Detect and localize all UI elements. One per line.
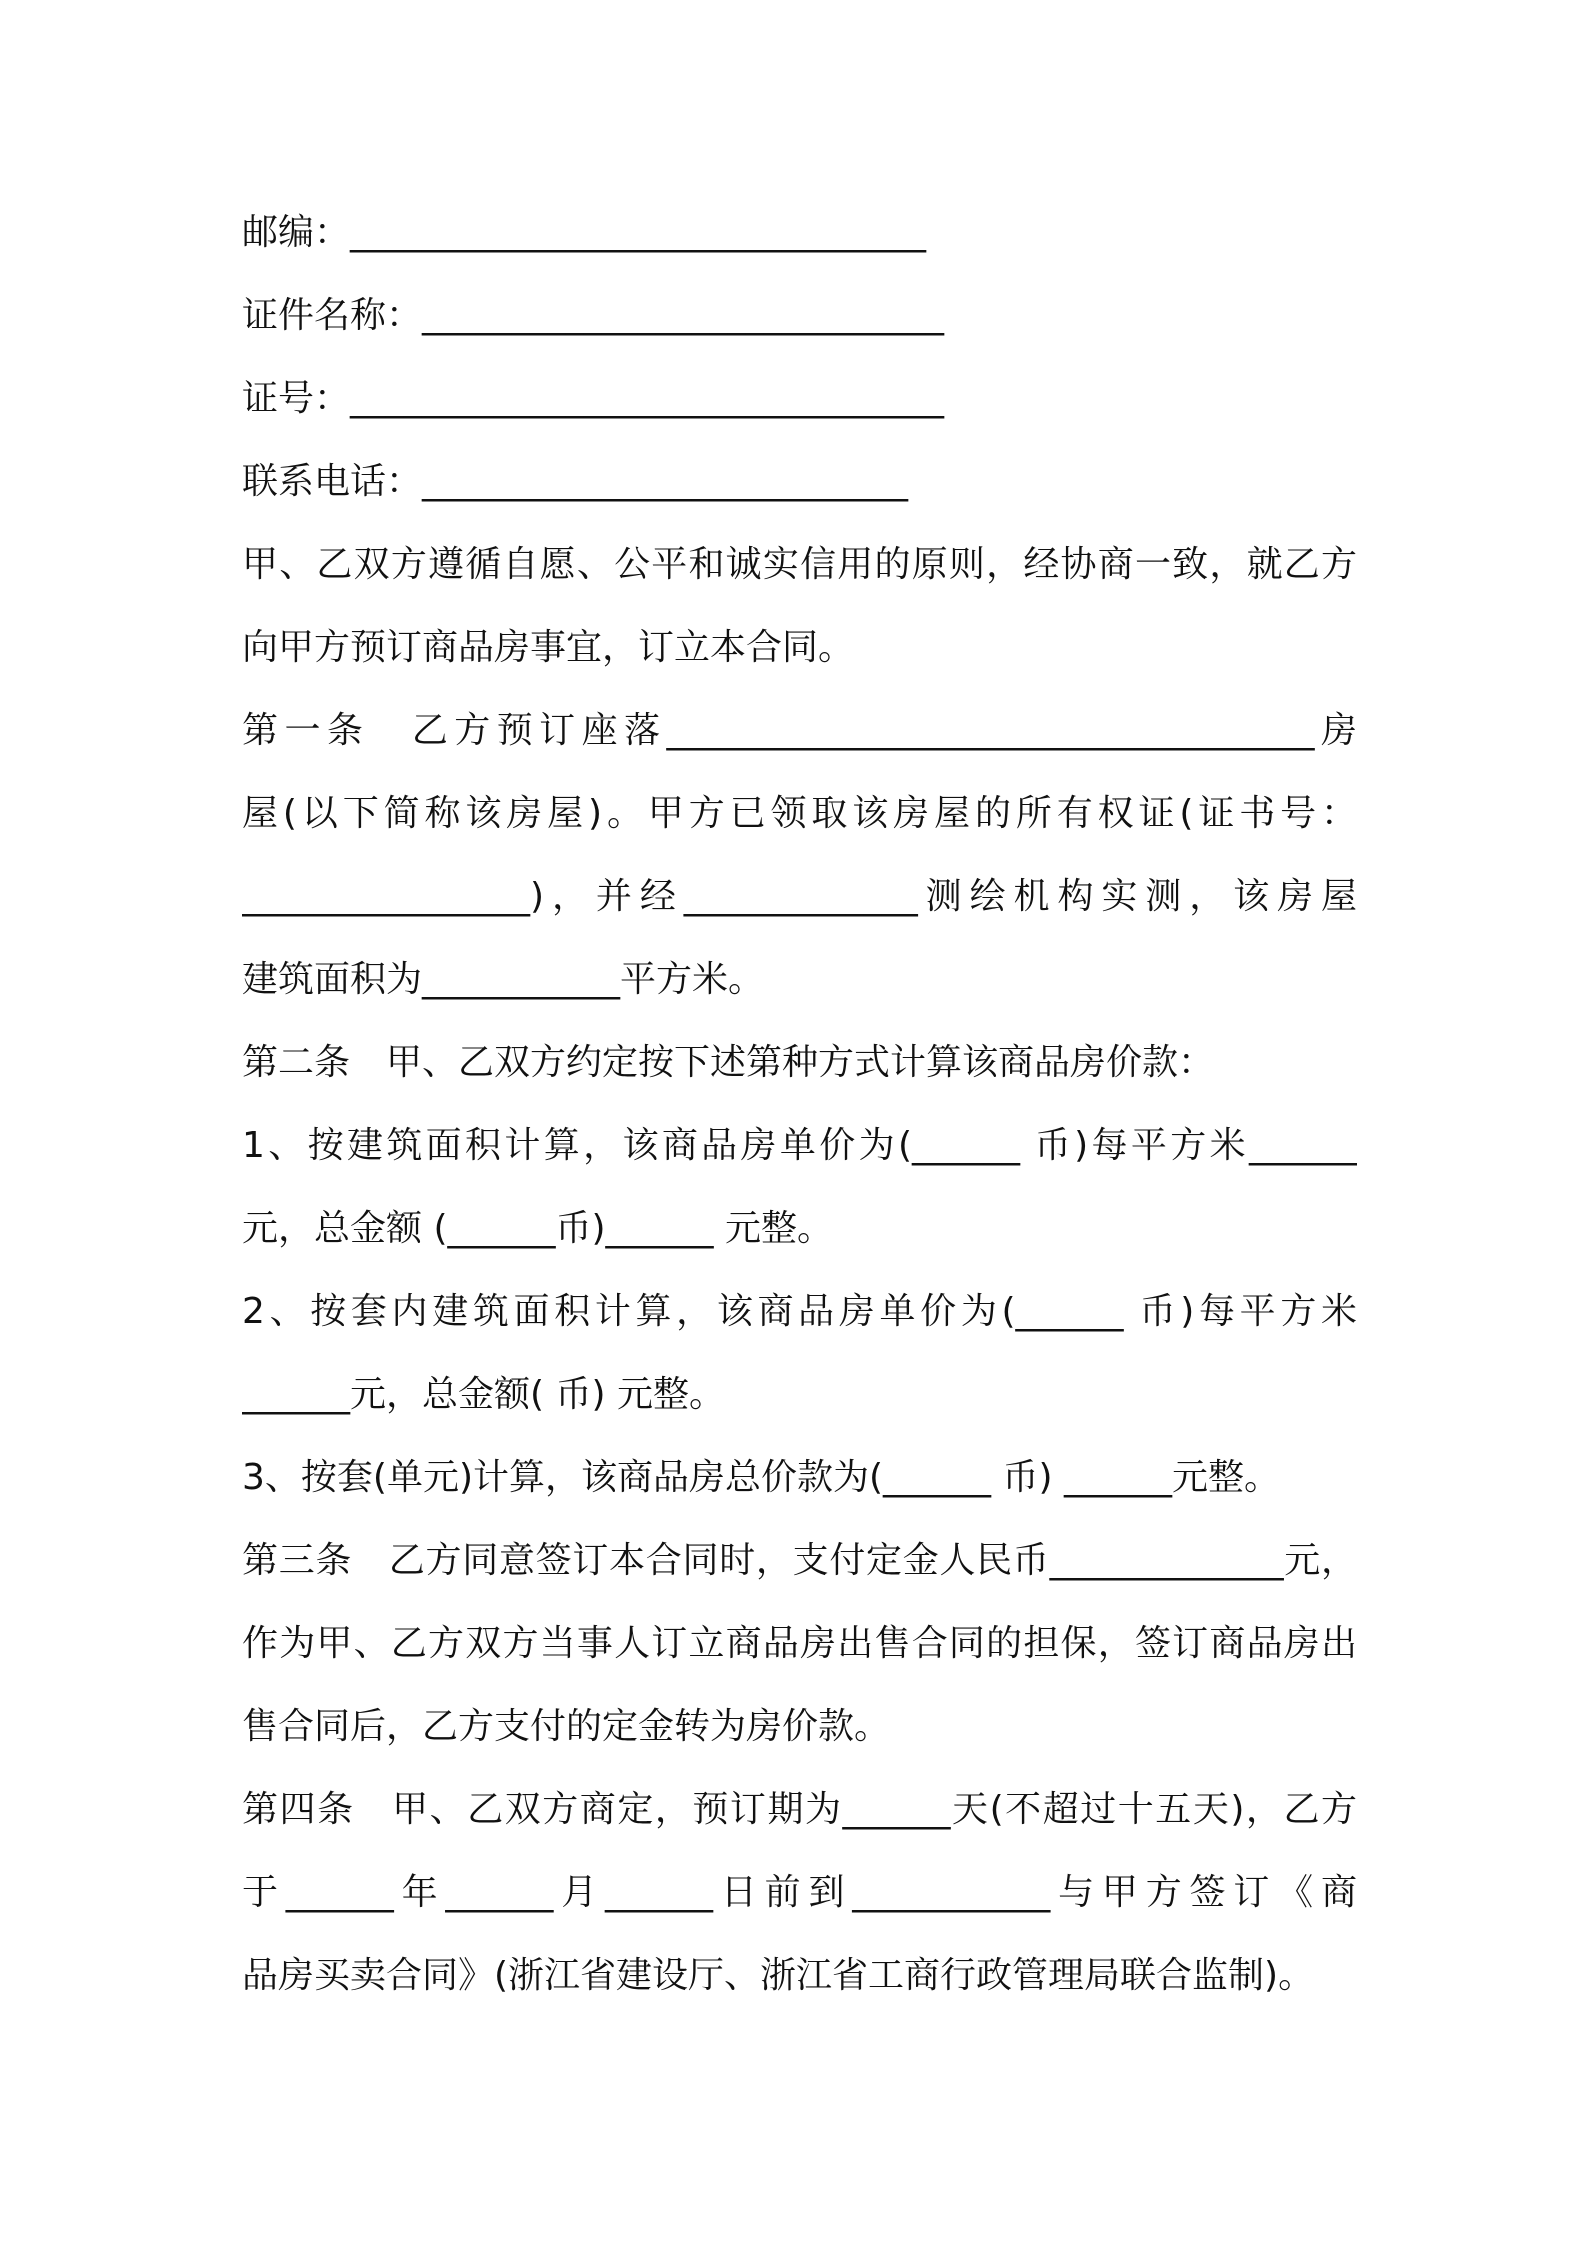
id-document-name-field: 证件名称：_____________________________ xyxy=(242,295,945,336)
postal-code-field: 邮编：________________________________ xyxy=(242,212,927,253)
article-3-line-1: 第三条 乙方同意签订本合同时，支付定金人民币_____________元， xyxy=(242,1540,1357,1581)
article-1-line-2: 屋(以下简称该房屋)。甲方已领取该房屋的所有权证(证书号： xyxy=(242,793,1357,834)
article-2-option-1-line-2: 元，总金额 (______币)______ 元整。 xyxy=(242,1208,833,1249)
article-2-option-3: 3、按套(单元)计算，该商品房总价款为(______ 币) ______元整。 xyxy=(242,1457,1280,1498)
article-2-line-1: 第二条 甲、乙双方约定按下述第种方式计算该商品房价款： xyxy=(242,1042,1215,1083)
id-number-field: 证号：_________________________________ xyxy=(242,378,945,419)
article-2-option-2-line-1: 2、按套内建筑面积计算，该商品房单价为(______ 币)每平方米 xyxy=(242,1291,1357,1332)
preamble-line-1: 甲、乙双方遵循自愿、公平和诚实信用的原则，经协商一致，就乙方 xyxy=(242,544,1357,585)
article-2-option-2-line-2: ______元，总金额( 币) 元整。 xyxy=(242,1374,725,1415)
article-3-line-3: 售合同后，乙方支付的定金转为房价款。 xyxy=(242,1706,891,1747)
contact-phone-field: 联系电话：___________________________ xyxy=(242,461,909,502)
article-1-line-1: 第一条 乙方预订座落____________________________________房 xyxy=(242,710,1357,751)
article-1-line-4: 建筑面积为___________平方米。 xyxy=(242,959,765,1000)
document-body xyxy=(242,205,1357,2031)
preamble-line-2: 向甲方预订商品房事宜，订立本合同。 xyxy=(242,627,855,668)
article-1-line-3: ________________)，并经_____________测绘机构实测，该房屋 xyxy=(242,876,1357,917)
article-2-option-1-line-1: 1、按建筑面积计算，该商品房单价为(______ 币)每平方米______ xyxy=(242,1125,1357,1166)
article-3-line-2: 作为甲、乙方双方当事人订立商品房出售合同的担保，签订商品房出 xyxy=(242,1623,1357,1664)
article-4-line-2: 于______年______月______日前到___________与甲方签订《商 xyxy=(242,1872,1357,1913)
article-4-line-1: 第四条 甲、乙双方商定，预订期为______天(不超过十五天)，乙方 xyxy=(242,1789,1357,1830)
article-4-line-3: 品房买卖合同》(浙江省建设厅、浙江省工商行政管理局联合监制)。 xyxy=(242,1955,1315,1996)
